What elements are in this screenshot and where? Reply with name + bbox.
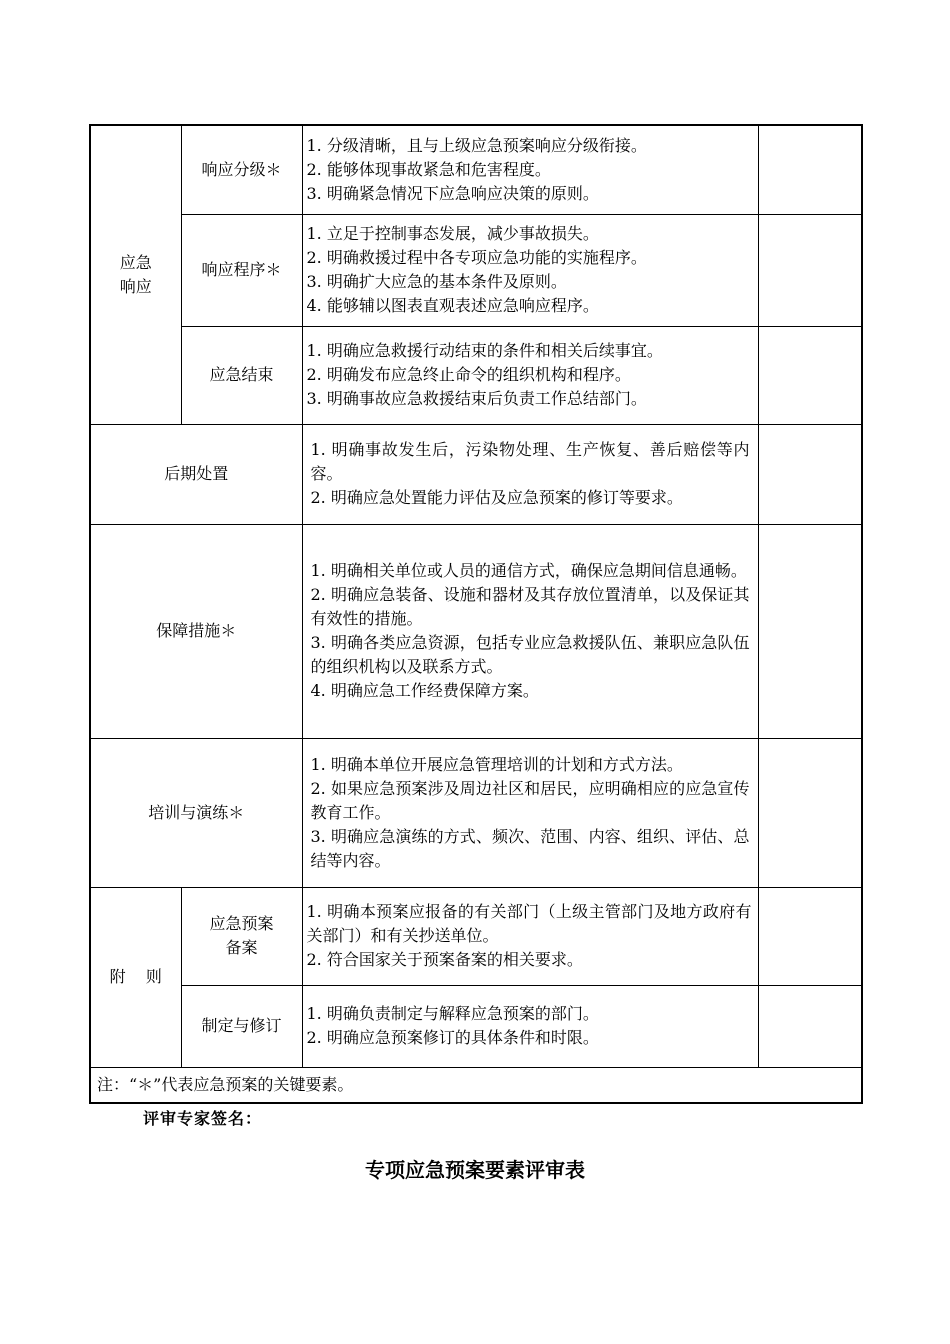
score-cell[interactable] [758,887,862,985]
element-cell-safeguards: 保障措施＊ [90,524,302,738]
criteria-item: 1. 明确负责制定与解释应急预案的部门。 [306,1004,599,1023]
table-row [90,1067,862,1103]
criteria-item: 3. 明确应急演练的方式、频次、范围、内容、组织、评估、总结等内容。 [310,826,750,870]
criteria-cell [302,424,758,524]
score-cell[interactable] [758,424,862,524]
criteria-item: 3. 明确事故应急救援结束后负责工作总结部门。 [306,389,647,408]
criteria-cell [302,985,758,1067]
criteria-item: 1. 立足于控制事态发展，减少事故损失。 [306,224,599,243]
criteria-cell [302,524,758,738]
criteria-item: 1. 明确本预案应报备的有关部门（上级主管部门及地方政府有关部门）和有关抄送单位。 [306,902,752,945]
table-row [90,214,862,326]
criteria-cell [302,738,758,887]
element-cell-aftermath: 后期处置 [90,424,302,524]
table-row [90,125,862,214]
criteria-item: 1. 明确相关单位或人员的通信方式，确保应急期间信息通畅。 [310,561,747,580]
criteria-item: 2. 明确发布应急终止命令的组织机构和程序。 [306,365,631,384]
criteria-cell [302,214,758,326]
criteria-item: 2. 能够体现事故紧急和危害程度。 [306,159,551,179]
review-table [89,124,863,1104]
criteria-item: 1. 分级清晰，且与上级应急预案响应分级衔接。 [306,135,647,155]
criteria-item: 2. 如果应急预案涉及周边社区和居民，应明确相应的应急宣传教育工作。 [310,778,750,822]
criteria-item: 2. 明确应急处置能力评估及应急预案的修订等要求。 [310,488,683,507]
criteria-item: 3. 明确紧急情况下应急响应决策的原则。 [306,183,599,203]
criteria-item: 1. 明确应急救援行动结束的条件和相关后续事宜。 [306,341,663,360]
element-cell: 响应分级＊ [181,125,302,214]
score-cell[interactable] [758,738,862,887]
element-cell: 应急预案 备案 [181,887,302,985]
score-cell[interactable] [758,214,862,326]
section-cell-appendix: 附 则 [90,887,181,1067]
table-row [90,985,862,1067]
criteria-item: 4. 明确应急工作经费保障方案。 [310,681,539,700]
table-note: 注：“＊”代表应急预案的关键要素。 [90,1067,862,1103]
criteria-item: 2. 明确应急装备、设施和器材及其存放位置清单，以及保证其有效性的措施。 [310,585,750,628]
table-row [90,738,862,887]
criteria-item: 3. 明确扩大应急的基本条件及原则。 [306,272,567,291]
criteria-item: 2. 符合国家关于预案备案的相关要求。 [306,950,583,969]
element-cell: 制定与修订 [181,985,302,1067]
table-row [90,887,862,985]
score-cell[interactable] [758,524,862,738]
score-cell[interactable] [758,125,862,214]
score-cell[interactable] [758,985,862,1067]
element-cell-training: 培训与演练＊ [90,738,302,887]
element-cell: 响应程序＊ [181,214,302,326]
expert-signature-label: 评审专家签名： [143,1109,263,1128]
section-cell-emergency-response: 应急 响应 [90,125,181,424]
table-row [90,524,862,738]
element-cell: 应急结束 [181,326,302,424]
table-row [90,326,862,424]
next-table-title: 专项应急预案要素评审表 [365,1158,585,1182]
criteria-cell [302,326,758,424]
criteria-item: 3. 明确各类应急资源，包括专业应急救援队伍、兼职应急队伍的组织机构以及联系方式。 [310,633,750,676]
criteria-cell [302,887,758,985]
criteria-item: 4. 能够辅以图表直观表述应急响应程序。 [306,296,599,315]
criteria-cell [302,125,758,214]
criteria-item: 1. 明确本单位开展应急管理培训的计划和方式方法。 [310,754,683,774]
criteria-item: 2. 明确救援过程中各专项应急功能的实施程序。 [306,248,647,267]
criteria-item: 1. 明确事故发生后，污染物处理、生产恢复、善后赔偿等内容。 [310,440,750,483]
criteria-item: 2. 明确应急预案修订的具体条件和时限。 [306,1028,599,1047]
table-row [90,424,862,524]
score-cell[interactable] [758,326,862,424]
